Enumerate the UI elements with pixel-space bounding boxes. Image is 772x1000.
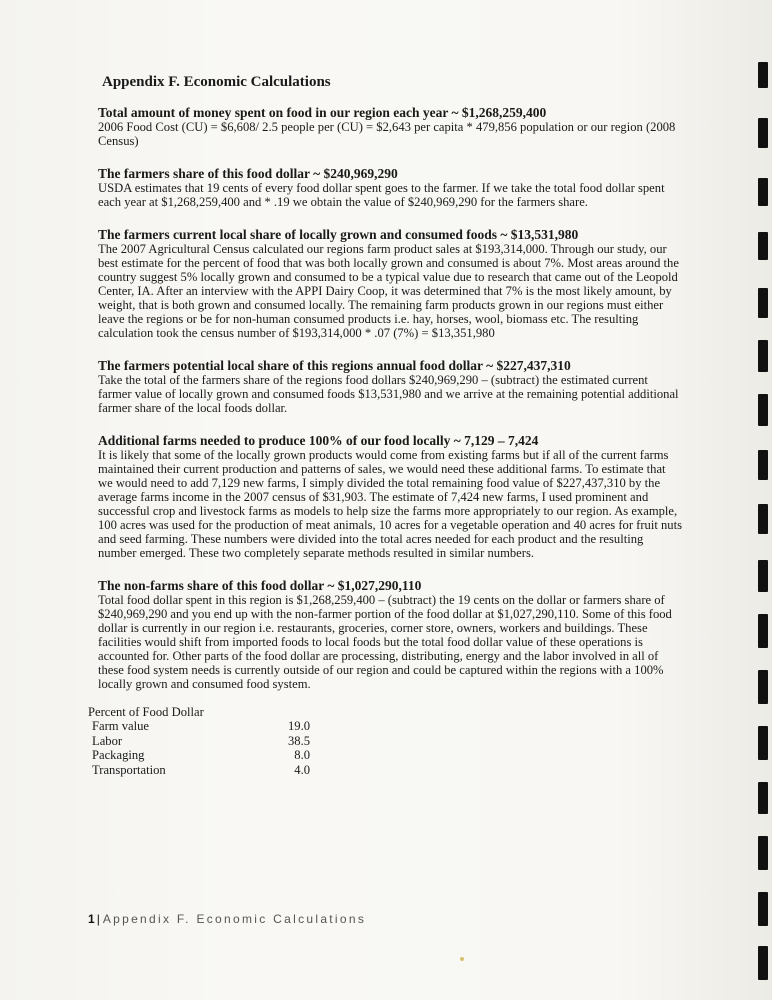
- row-value: 8.0: [294, 748, 311, 763]
- section-heading: The non-farms share of this food dollar ~ $1,027,290,110: [98, 578, 422, 593]
- binding-ring: [758, 836, 768, 870]
- section-farmers-share: [98, 166, 682, 209]
- section-heading: The farmers potential local share of this regions annual food dollar ~ $227,437,310: [98, 358, 571, 373]
- section-potential-local-share: [98, 358, 682, 415]
- row-label: Farm value: [92, 719, 150, 734]
- section-non-farm-share: [98, 578, 682, 691]
- binding-ring: [758, 340, 768, 372]
- section-heading: Additional farms needed to produce 100% of our food locally ~ 7,129 – 7,424: [98, 433, 539, 448]
- section-body: Take the total of the farmers share of the regions food dollars $240,969,290 – (subtract) the estimated current farmer value of locally grown and consumed foods $13,531,980 and we arrive at the remaining potential additional farmer share of the local foods dollar.: [98, 373, 679, 415]
- table-row: [88, 719, 310, 733]
- row-value: 38.5: [288, 733, 311, 748]
- binding-ring: [758, 560, 768, 592]
- row-label: Transportation: [92, 762, 166, 777]
- section-body: The 2007 Agricultural Census calculated our regions farm product sales at $193,314,000. Through our study, our best estimate for the percent of food that was both locally grown and consumed is about 7%. Most areas around the country suggest 5% locally grown and consumed to be a typical value due to research that came out of the Leopold Center, IA. After an interview with the APPI Dairy Coop, it was determined that 7% is the most likely amount, by weight, that is both grown and consumed locally. The remaining farm products grown in our regions must either leave the regions or be for non-human consumed products i.e. hay, horses, wool, biomass etc. The resulting calculation took the census number of $193,314,000 * .07 (7%) = $13,351,980: [98, 242, 679, 340]
- binding-ring: [758, 782, 768, 814]
- section-heading: The farmers current local share of locally grown and consumed foods ~ $13,531,980: [98, 227, 579, 242]
- section-current-local-share: [98, 227, 682, 340]
- document-body: [88, 74, 682, 777]
- binding-ring: [758, 726, 768, 760]
- section-body: Total food dollar spent in this region is $1,268,259,400 – (subtract) the 19 cents on the dollar or farmers share of $240,969,290 and you end up with the non-farmer portion of the food dollar at $1,027,290,110. Some of this food dollar is currently in our region i.e. restaurants, groceries, corner store, owners, workers and buildings. These facilities would shift from imported foods to local foods but the total food dollar value of these operations is accounted for. Other parts of the food dollar are processing, distributing, energy and the labor involved in all of these food system needs is currently outside of our region and could be captured within the regions with a 100% locally grown and consumed food system.: [98, 593, 672, 691]
- binding-ring: [758, 614, 768, 648]
- binding-ring: [758, 288, 768, 318]
- section-additional-farms: [98, 433, 682, 560]
- binding-ring: [758, 504, 768, 534]
- paper-speck: [460, 957, 464, 961]
- footer-separator: |: [96, 912, 100, 926]
- binding-ring: [758, 450, 768, 480]
- percent-of-food-dollar-table: [88, 705, 682, 777]
- section-body: USDA estimates that 19 cents of every food dollar spent goes to the farmer. If we take the total food dollar spent each year at $1,268,259,400 and * .19 we obtain the value of $240,969,290 for the farmers share.: [98, 181, 665, 209]
- row-label: Packaging: [92, 748, 145, 763]
- row-value: 19.0: [288, 719, 311, 734]
- page-number: 1: [88, 912, 95, 926]
- section-body: It is likely that some of the locally grown products would come from existing farms but if all of the current farms maintained their current production and patterns of sales, we would need these additional farms. To estimate that we would need to add 7,129 new farms, I simply divided the total remaining food value of $227,437,310 by the average farms income in the 2007 census of $31,903. The estimate of 7,424 new farms, I used prominent and successful crop and livestock farms as models to help size the farms more appropriately to our region. As example, 100 acres was used for the production of meat animals, 10 acres for a vegetable operation and 40 acres for fruit nuts and seed farming. These numbers were divided into the total acres needed for each product and the resulting number emerged. These two completely separate methods resulted in similar numbers.: [98, 448, 682, 560]
- table-title: Percent of Food Dollar: [88, 705, 204, 719]
- section-body: 2006 Food Cost (CU) = $6,608/ 2.5 people per (CU) = $2,643 per capita * 479,856 population or our region (2008 Census): [98, 120, 676, 148]
- binding-ring: [758, 118, 768, 148]
- section-heading: Total amount of money spent on food in our region each year ~ $1,268,259,400: [98, 105, 547, 120]
- row-value: 4.0: [294, 762, 311, 777]
- page-footer: [88, 912, 366, 926]
- binding-ring: [758, 670, 768, 704]
- table-row: [88, 748, 310, 762]
- row-label: Labor: [92, 733, 123, 748]
- binding-ring: [758, 394, 768, 426]
- table-row: [88, 734, 310, 748]
- binding-ring: [758, 946, 768, 980]
- page-title: Appendix F. Economic Calculations: [102, 74, 331, 90]
- section-heading: The farmers share of this food dollar ~ $240,969,290: [98, 166, 398, 181]
- spiral-binding: [742, 0, 772, 1000]
- footer-text: Appendix F. Economic Calculations: [102, 912, 367, 926]
- binding-ring: [758, 892, 768, 926]
- binding-ring: [758, 178, 768, 206]
- table-row: [88, 763, 310, 777]
- section-total-food-spending: [98, 105, 682, 148]
- binding-ring: [758, 62, 768, 88]
- binding-ring: [758, 232, 768, 260]
